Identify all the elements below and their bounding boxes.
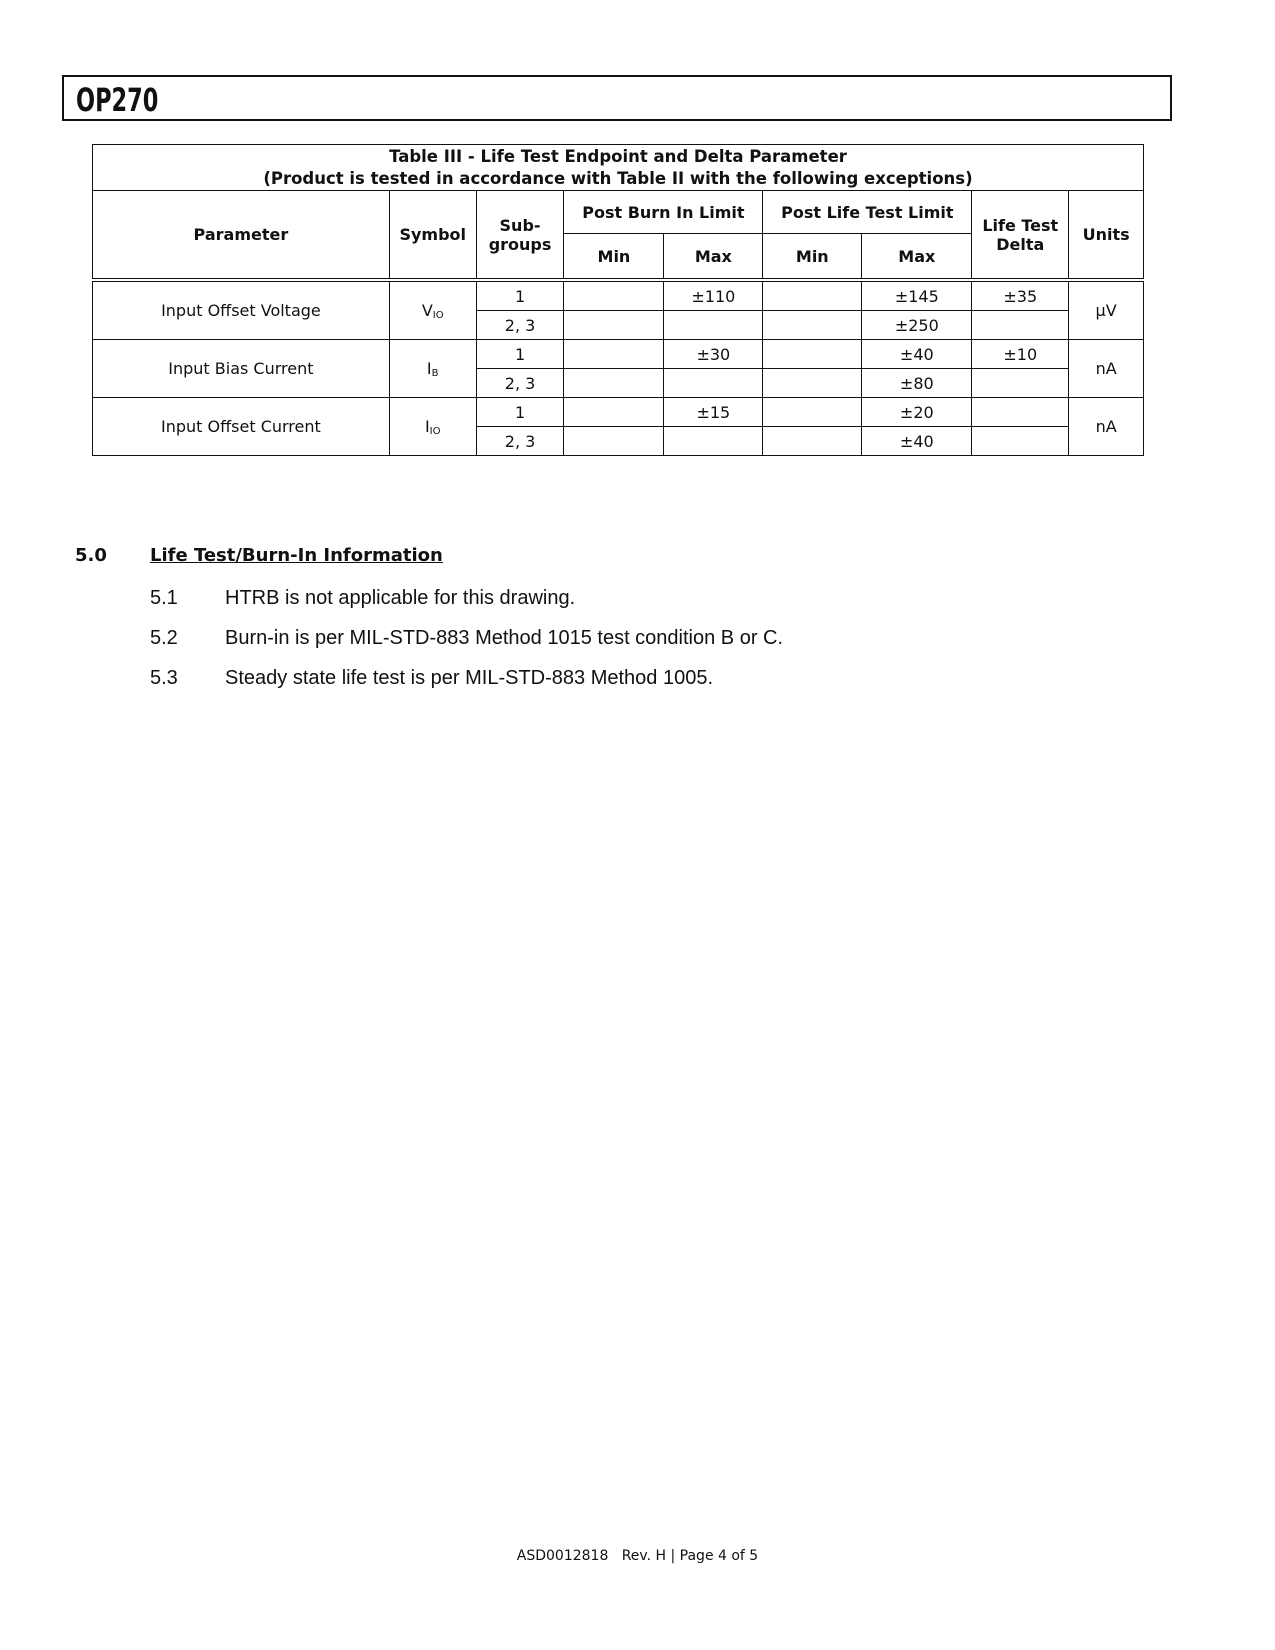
page-footer: ASD0012818 Rev. H | Page 4 of 5 — [516, 1548, 759, 1564]
delta-cell — [972, 427, 1069, 456]
plt-max-cell: ±40 — [862, 340, 972, 369]
plt-max-cell: ±250 — [862, 311, 972, 340]
table-caption-title: Table III - Life Test Endpoint and Delta Parameter — [389, 146, 847, 166]
plt-min-cell — [763, 280, 862, 311]
item-number: 5.3 — [150, 667, 178, 689]
subgroup-cell: 2, 3 — [476, 311, 564, 340]
units-cell: nA — [1069, 340, 1144, 398]
delta-cell: ±10 — [972, 340, 1069, 369]
pbi-min-cell — [564, 340, 664, 369]
plt-max-cell: ±145 — [862, 280, 972, 311]
header-life-test-delta-line1: Life Test — [982, 215, 1059, 235]
table-caption-note: (Product is tested in accordance with Table II with the following exceptions) — [263, 168, 973, 188]
table-row — [93, 340, 1144, 369]
pbi-max-cell: ±30 — [664, 340, 763, 369]
table-row — [93, 398, 1144, 427]
life-test-table — [92, 144, 1144, 456]
pbi-max-cell: ±15 — [664, 398, 763, 427]
parameter-cell: Input Offset Voltage — [93, 280, 390, 340]
header-symbol: Symbol — [389, 191, 476, 281]
item-number: 5.1 — [150, 587, 178, 609]
pbi-min-cell — [564, 427, 664, 456]
plt-min-cell — [763, 369, 862, 398]
item-number: 5.2 — [150, 627, 178, 649]
delta-cell — [972, 398, 1069, 427]
header-plt-min: Min — [763, 234, 862, 281]
pbi-min-cell — [564, 280, 664, 311]
parameter-cell: Input Bias Current — [93, 340, 390, 398]
delta-cell — [972, 369, 1069, 398]
header-pbi-max: Max — [664, 234, 763, 281]
header-life-test-delta — [972, 191, 1069, 281]
symbol-cell: $I_B$ — [389, 340, 476, 398]
item-text: Burn-in is per MIL-STD-883 Method 1015 test condition B or C. — [225, 627, 784, 649]
item-text: Steady state life test is per MIL-STD-883 Method 1005. — [225, 667, 714, 689]
subgroup-cell: 1 — [476, 398, 564, 427]
units-cell: nA — [1069, 398, 1144, 456]
section-title: Life Test/Burn-In Information — [150, 545, 443, 566]
header-subgroups — [476, 191, 564, 281]
header-parameter: Parameter — [93, 191, 390, 281]
symbol-cell: $I_{IO}$ — [389, 398, 476, 456]
delta-cell — [972, 311, 1069, 340]
table-caption — [93, 145, 1144, 191]
subgroup-cell: 1 — [476, 340, 564, 369]
item-text: HTRB is not applicable for this drawing. — [225, 587, 576, 609]
document-header — [62, 75, 1172, 121]
units-cell: µV — [1069, 280, 1144, 340]
delta-cell: ±35 — [972, 280, 1069, 311]
plt-max-cell: ±40 — [862, 427, 972, 456]
subgroup-cell: 2, 3 — [476, 369, 564, 398]
header-plt-max: Max — [862, 234, 972, 281]
pbi-max-cell — [664, 369, 763, 398]
pbi-min-cell — [564, 398, 664, 427]
pbi-min-cell — [564, 369, 664, 398]
pbi-max-cell — [664, 311, 763, 340]
header-life-test-delta-line2: Delta — [996, 234, 1045, 254]
header-subgroups-line1: Sub- — [499, 215, 541, 235]
table-row — [93, 280, 1144, 311]
symbol-cell: $V_{IO}$ — [389, 280, 476, 340]
section-number: 5.0 — [75, 545, 107, 566]
pbi-max-cell: ±110 — [664, 280, 763, 311]
header-post-burn-in-limit: Post Burn In Limit — [564, 191, 763, 234]
plt-min-cell — [763, 340, 862, 369]
subgroup-cell: 1 — [476, 280, 564, 311]
header-post-life-test-limit: Post Life Test Limit — [763, 191, 972, 234]
part-number-title: OP270 — [76, 81, 159, 119]
subgroup-cell: 2, 3 — [476, 427, 564, 456]
parameter-cell: Input Offset Current — [93, 398, 390, 456]
plt-max-cell: ±20 — [862, 398, 972, 427]
plt-min-cell — [763, 311, 862, 340]
pbi-min-cell — [564, 311, 664, 340]
plt-max-cell: ±80 — [862, 369, 972, 398]
pbi-max-cell — [664, 427, 763, 456]
header-pbi-min: Min — [564, 234, 664, 281]
plt-min-cell — [763, 427, 862, 456]
header-subgroups-line2: groups — [488, 234, 552, 254]
plt-min-cell — [763, 398, 862, 427]
header-units: Units — [1069, 191, 1144, 281]
